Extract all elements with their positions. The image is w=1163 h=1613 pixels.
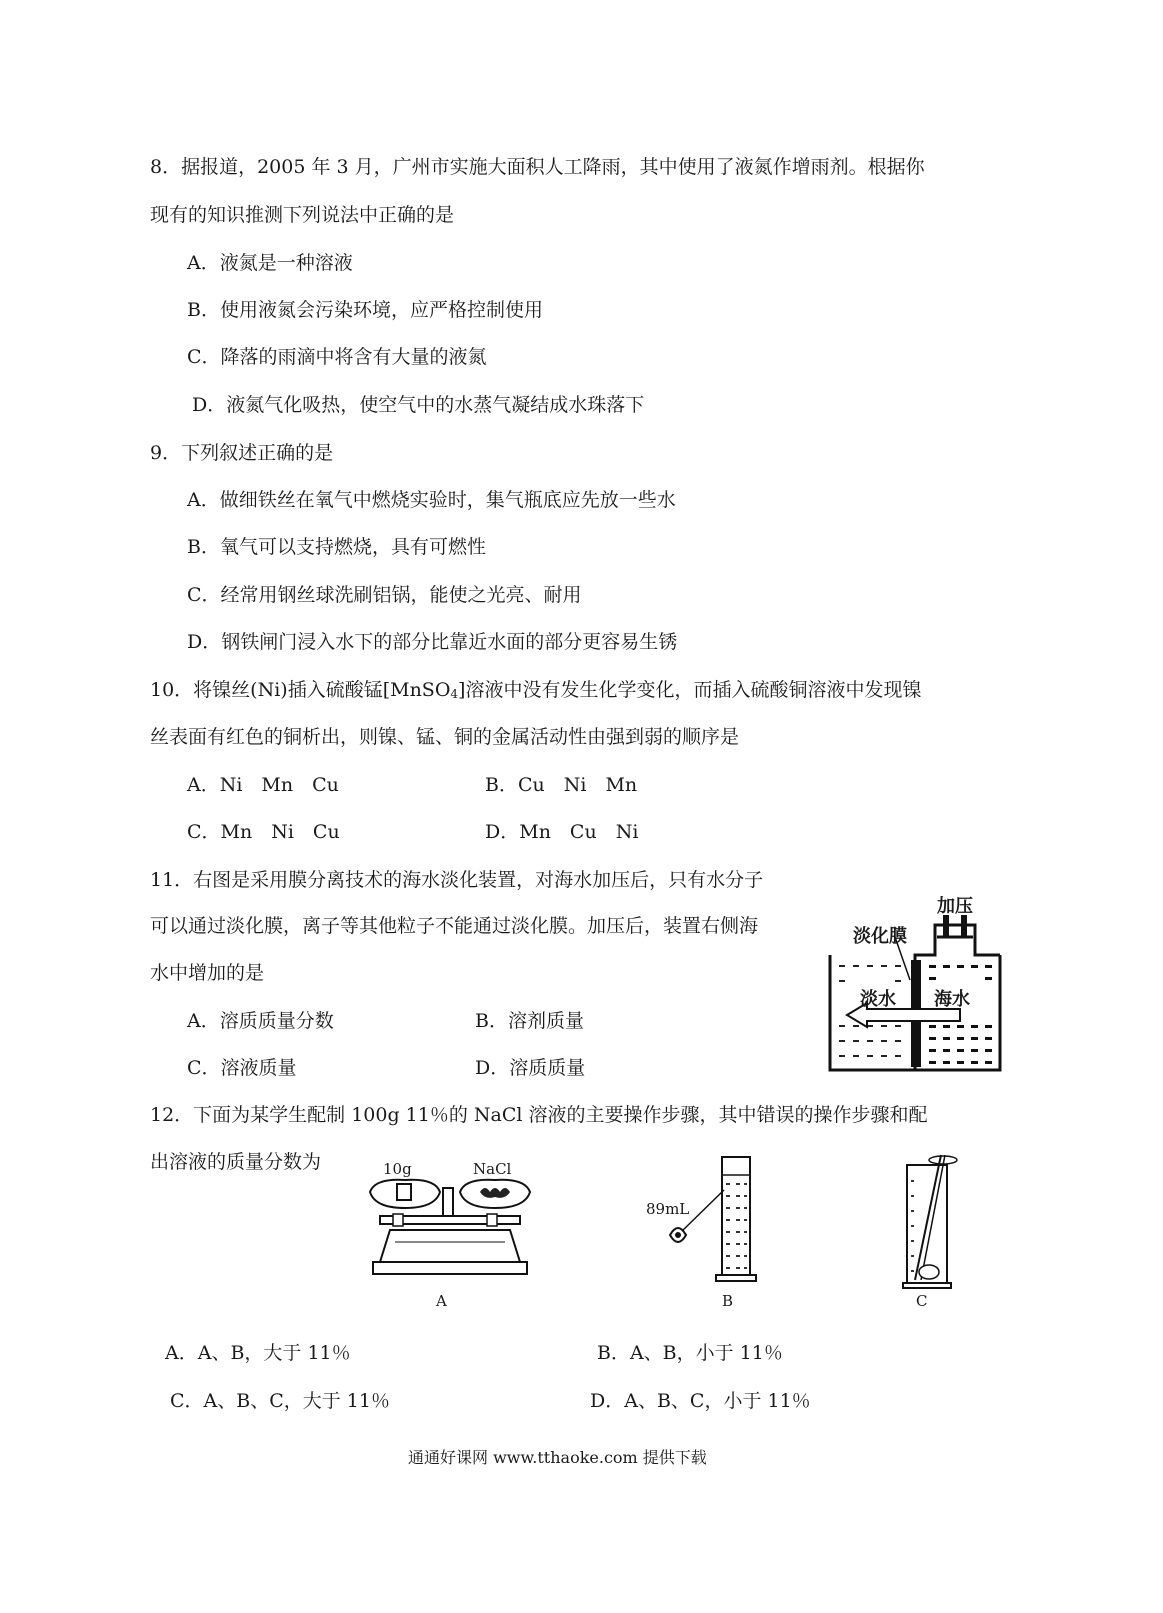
q12-option-a: A．A、B，大于 11％ xyxy=(165,1342,351,1364)
sea-water-label: 海水 xyxy=(934,989,970,1010)
desalination-diagram xyxy=(825,885,1015,1075)
q11-stem-line1: 11．右图是采用膜分离技术的海水淡化装置，对海水加压后，只有水分子 xyxy=(150,869,764,891)
q8-stem-line1: 8．据报道，2005 年 3 月，广州市实施大面积人工降雨，其中使用了液氮作增雨剂。根据你 xyxy=(150,156,925,178)
q8-option-a: A．液氮是一种溶液 xyxy=(187,252,353,274)
q11-option-c: C．溶液质量 xyxy=(187,1057,297,1079)
q9-option-d: D．钢铁闸门浸入水下的部分比靠近水面的部分更容易生锈 xyxy=(187,631,678,653)
salt-label: NaCl xyxy=(473,1160,512,1178)
q9-option-c: C．经常用钢丝球洗刷铝锅，能使之光亮、耐用 xyxy=(187,584,582,606)
q10-stem-part-a: 10．将镍丝(Ni)插入硫酸锰[MnSO xyxy=(150,679,451,701)
q8-stem-line2: 现有的知识推测下列说法中正确的是 xyxy=(150,204,455,226)
q10-stem-subscript: 4 xyxy=(450,687,459,701)
q12-option-d: D．A、B、C，小于 11％ xyxy=(590,1390,811,1412)
q11-stem-line3: 水中增加的是 xyxy=(150,962,265,984)
caption-b: B xyxy=(722,1292,734,1310)
q11-option-b: B．溶剂质量 xyxy=(475,1010,584,1032)
volume-label: 89mL xyxy=(646,1200,690,1218)
q9-stem: 9．下列叙述正确的是 xyxy=(150,442,334,464)
q12-option-b: B．A、B，小于 11％ xyxy=(597,1342,783,1364)
q10-stem-part-b: ]溶液中没有发生化学变化，而插入硫酸铜溶液中发现镍 xyxy=(458,679,922,701)
q11-option-a: A．溶质质量分数 xyxy=(187,1010,334,1032)
q8-option-d: D．液氮气化吸热，使空气中的水蒸气凝结成水珠落下 xyxy=(192,394,645,416)
beaker-stirring-illustration xyxy=(895,1150,975,1290)
q11-option-d: D．溶质质量 xyxy=(475,1057,586,1079)
caption-a: A xyxy=(436,1292,447,1310)
pressure-label: 加压 xyxy=(937,896,973,917)
q10-stem-line1 xyxy=(150,678,921,706)
footer-text: 通通好课网 www.tthaoke.com 提供下载 xyxy=(408,1448,707,1467)
q10-option-a: A．Ni Mn Cu xyxy=(187,774,339,796)
q12-stem-line1: 12．下面为某学生配制 100g 11％的 NaCl 溶液的主要操作步骤，其中错误的操作步骤和配 xyxy=(150,1104,928,1126)
q8-option-b: B．使用液氮会污染环境，应严格控制使用 xyxy=(187,299,543,321)
q10-option-b: B．Cu Ni Mn xyxy=(485,774,638,796)
fresh-water-label: 淡水 xyxy=(860,989,896,1010)
q10-stem-line2: 丝表面有红色的铜析出，则镍、锰、铜的金属活动性由强到弱的顺序是 xyxy=(150,726,740,748)
q12-stem-line2: 出溶液的质量分数为 xyxy=(150,1151,322,1173)
q10-option-d: D．Mn Cu Ni xyxy=(485,821,639,843)
weight-label: 10g xyxy=(383,1160,412,1178)
caption-c: C xyxy=(916,1292,928,1310)
q9-option-a: A．做细铁丝在氧气中燃烧实验时，集气瓶底应先放一些水 xyxy=(187,489,676,511)
q10-option-c: C．Mn Ni Cu xyxy=(187,821,340,843)
q11-stem-line2: 可以通过淡化膜，离子等其他粒子不能通过淡化膜。加压后，装置右侧海 xyxy=(150,915,759,937)
graduated-cylinder-illustration xyxy=(650,1155,760,1285)
q8-option-c: C．降落的雨滴中将含有大量的液氮 xyxy=(187,346,487,368)
membrane-label: 淡化膜 xyxy=(853,926,907,947)
q9-option-b: B．氧气可以支持燃烧，具有可燃性 xyxy=(187,536,486,558)
balance-illustration xyxy=(365,1170,535,1295)
q12-option-c: C．A、B、C，大于 11％ xyxy=(170,1390,390,1412)
